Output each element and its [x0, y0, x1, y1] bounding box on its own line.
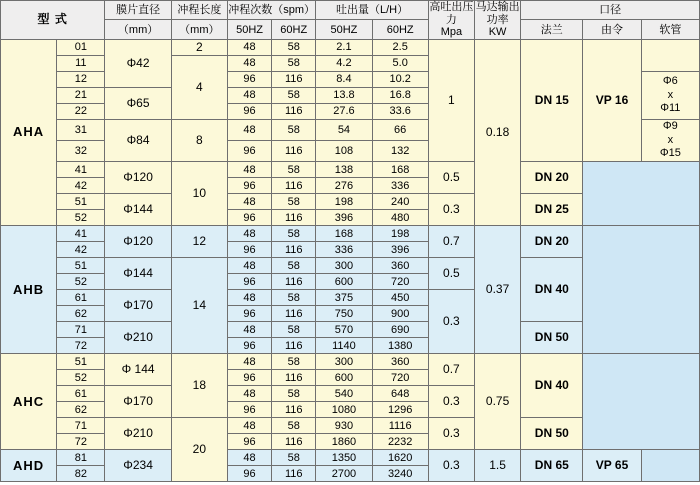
flange-cell: DN 40	[521, 354, 583, 418]
header-diaphragm-diameter: 膜片直径	[105, 1, 171, 20]
hose-cell: Φ9 x Φ15	[641, 119, 699, 161]
freq60-cell: 58	[272, 418, 316, 434]
code-cell: 12	[57, 71, 105, 87]
output60-cell: 1620	[372, 450, 428, 466]
code-cell: 81	[57, 450, 105, 466]
stroke-cell: 20	[171, 418, 227, 482]
output60-cell: 2.5	[372, 39, 428, 55]
output60-cell: 10.2	[372, 71, 428, 87]
stroke-cell: 12	[171, 226, 227, 258]
output60-cell: 396	[372, 242, 428, 258]
diaphragm-cell: Φ42	[105, 39, 171, 87]
pressure-cell: 0.3	[428, 290, 474, 354]
output60-cell: 3240	[372, 466, 428, 482]
freq60-cell: 58	[272, 87, 316, 103]
code-cell: 31	[57, 119, 105, 140]
model-ahc: AHC	[1, 354, 57, 450]
header-output: 吐出量（L/H）	[316, 1, 428, 20]
diaphragm-cell: Φ65	[105, 87, 171, 119]
output60-cell: 1116	[372, 418, 428, 434]
output50-cell: 300	[316, 258, 372, 274]
pressure-cell: 1	[428, 39, 474, 161]
flange-cell: DN 20	[521, 226, 583, 258]
hose-cell: Φ6 x Φ11	[641, 71, 699, 119]
freq50-cell: 48	[227, 290, 271, 306]
code-cell: 71	[57, 322, 105, 338]
freq50-cell: 96	[227, 210, 271, 226]
code-cell: 41	[57, 226, 105, 242]
freq60-cell: 116	[272, 466, 316, 482]
header-mpa-unit: Mpa	[440, 26, 463, 39]
header-stroke-unit: （mm）	[171, 20, 227, 39]
code-cell: 01	[57, 39, 105, 55]
table-row	[1, 162, 700, 178]
model-ahd: AHD	[1, 450, 57, 482]
table-row	[1, 39, 700, 55]
freq50-cell: 48	[227, 258, 271, 274]
freq50-cell: 48	[227, 119, 271, 140]
freq60-cell: 116	[272, 274, 316, 290]
code-cell: 22	[57, 103, 105, 119]
output50-cell: 336	[316, 242, 372, 258]
freq60-cell: 116	[272, 242, 316, 258]
output50-cell: 8.4	[316, 71, 372, 87]
pressure-cell: 0.3	[428, 418, 474, 450]
freq50-cell: 48	[227, 39, 271, 55]
empty-cell	[583, 162, 700, 226]
code-cell: 51	[57, 194, 105, 210]
freq60-cell: 58	[272, 162, 316, 178]
freq50-cell: 48	[227, 354, 271, 370]
output60-cell: 2232	[372, 434, 428, 450]
freq60-cell: 116	[272, 402, 316, 418]
freq50-cell: 96	[227, 103, 271, 119]
freq50-cell: 96	[227, 178, 271, 194]
diaphragm-cell: Φ170	[105, 386, 171, 418]
header-stroke-frequency: 冲程次数（spm）	[227, 1, 315, 20]
freq60-cell: 116	[272, 306, 316, 322]
motor-cell: 0.18	[474, 39, 520, 225]
output50-cell: 2.1	[316, 39, 372, 55]
output60-cell: 900	[372, 306, 428, 322]
output60-cell: 5.0	[372, 55, 428, 71]
freq50-cell: 96	[227, 242, 271, 258]
code-cell: 52	[57, 210, 105, 226]
freq50-cell: 48	[227, 87, 271, 103]
header-motor-power-label: 马达输出功率	[475, 1, 520, 26]
freq60-cell: 58	[272, 39, 316, 55]
output50-cell: 600	[316, 274, 372, 290]
empty-cell	[641, 450, 699, 482]
stroke-cell: 18	[171, 354, 227, 418]
header-output-50hz: 50HZ	[316, 20, 372, 39]
header-discharge-pressure	[428, 1, 474, 40]
code-cell: 51	[57, 354, 105, 370]
stroke-cell: 14	[171, 258, 227, 354]
freq60-cell: 58	[272, 354, 316, 370]
header-freq-60hz: 60HZ	[272, 20, 316, 39]
header-output-60hz: 60HZ	[372, 20, 428, 39]
output50-cell: 750	[316, 306, 372, 322]
pressure-cell: 0.3	[428, 450, 474, 482]
header-kw-unit: KW	[488, 26, 507, 39]
freq50-cell: 96	[227, 370, 271, 386]
motor-cell: 0.75	[474, 354, 520, 450]
freq60-cell: 58	[272, 290, 316, 306]
code-cell: 61	[57, 290, 105, 306]
output60-cell: 720	[372, 274, 428, 290]
output60-cell: 360	[372, 354, 428, 370]
output50-cell: 396	[316, 210, 372, 226]
freq50-cell: 96	[227, 402, 271, 418]
header-motor-power	[474, 1, 520, 40]
output60-cell: 480	[372, 210, 428, 226]
freq60-cell: 116	[272, 103, 316, 119]
output50-cell: 54	[316, 119, 372, 140]
table-header-row-1	[1, 1, 700, 20]
diaphragm-cell: Φ144	[105, 194, 171, 226]
freq50-cell: 96	[227, 71, 271, 87]
empty-cell	[583, 226, 700, 354]
code-cell: 71	[57, 418, 105, 434]
diaphragm-cell: Φ234	[105, 450, 171, 482]
freq50-cell: 48	[227, 194, 271, 210]
output50-cell: 2700	[316, 466, 372, 482]
stroke-cell: 2	[171, 39, 227, 55]
output50-cell: 168	[316, 226, 372, 242]
output50-cell: 108	[316, 141, 372, 162]
freq60-cell: 58	[272, 119, 316, 140]
model-aha: AHA	[1, 39, 57, 225]
header-diaphragm-unit: （mm）	[105, 20, 171, 39]
freq60-cell: 116	[272, 338, 316, 354]
flange-cell: DN 15	[521, 39, 583, 161]
freq60-cell: 58	[272, 226, 316, 242]
header-union: 由令	[583, 20, 641, 39]
code-cell: 51	[57, 258, 105, 274]
freq50-cell: 96	[227, 274, 271, 290]
output50-cell: 4.2	[316, 55, 372, 71]
freq50-cell: 48	[227, 162, 271, 178]
freq50-cell: 96	[227, 141, 271, 162]
diaphragm-cell: Φ144	[105, 258, 171, 290]
diaphragm-cell: Φ120	[105, 226, 171, 258]
output60-cell: 198	[372, 226, 428, 242]
code-cell: 11	[57, 55, 105, 71]
output50-cell: 27.6	[316, 103, 372, 119]
code-cell: 72	[57, 338, 105, 354]
flange-cell: DN 50	[521, 322, 583, 354]
output50-cell: 1080	[316, 402, 372, 418]
output60-cell: 336	[372, 178, 428, 194]
table-row	[1, 354, 700, 370]
freq60-cell: 58	[272, 258, 316, 274]
freq50-cell: 96	[227, 466, 271, 482]
output60-cell: 648	[372, 386, 428, 402]
output50-cell: 930	[316, 418, 372, 434]
freq50-cell: 96	[227, 338, 271, 354]
output50-cell: 600	[316, 370, 372, 386]
freq60-cell: 58	[272, 322, 316, 338]
header-flange: 法兰	[521, 20, 583, 39]
output60-cell: 16.8	[372, 87, 428, 103]
table-row	[1, 226, 700, 242]
hose-cell	[641, 39, 699, 71]
code-cell: 41	[57, 162, 105, 178]
motor-cell: 0.37	[474, 226, 520, 354]
diaphragm-cell: Φ120	[105, 162, 171, 194]
output60-cell: 168	[372, 162, 428, 178]
output60-cell: 360	[372, 258, 428, 274]
freq60-cell: 116	[272, 71, 316, 87]
diaphragm-cell: Φ170	[105, 290, 171, 322]
motor-cell: 1.5	[474, 450, 520, 482]
output50-cell: 13.8	[316, 87, 372, 103]
model-ahb: AHB	[1, 226, 57, 354]
output60-cell: 690	[372, 322, 428, 338]
header-discharge-pressure-label: 高吐出压力	[429, 1, 474, 26]
freq60-cell: 58	[272, 55, 316, 71]
output50-cell: 276	[316, 178, 372, 194]
freq50-cell: 48	[227, 450, 271, 466]
output60-cell: 720	[372, 370, 428, 386]
flange-cell: DN 20	[521, 162, 583, 194]
header-model: 型 式	[1, 1, 105, 40]
output50-cell: 570	[316, 322, 372, 338]
pressure-cell: 0.5	[428, 162, 474, 194]
code-cell: 42	[57, 242, 105, 258]
freq60-cell: 116	[272, 370, 316, 386]
output50-cell: 1860	[316, 434, 372, 450]
output60-cell: 1296	[372, 402, 428, 418]
union-cell: VP 16	[583, 39, 641, 161]
header-caliber: 口径	[521, 1, 700, 20]
pressure-cell: 0.7	[428, 226, 474, 258]
output50-cell: 1140	[316, 338, 372, 354]
pressure-cell: 0.3	[428, 386, 474, 418]
pressure-cell: 0.3	[428, 194, 474, 226]
freq50-cell: 96	[227, 434, 271, 450]
stroke-cell: 4	[171, 55, 227, 119]
output60-cell: 132	[372, 141, 428, 162]
output60-cell: 450	[372, 290, 428, 306]
code-cell: 82	[57, 466, 105, 482]
output50-cell: 375	[316, 290, 372, 306]
table-row	[1, 450, 700, 466]
stroke-cell: 10	[171, 162, 227, 226]
freq60-cell: 116	[272, 141, 316, 162]
table-header-row-2	[1, 20, 700, 39]
output50-cell: 138	[316, 162, 372, 178]
flange-cell: DN 40	[521, 258, 583, 322]
freq50-cell: 48	[227, 226, 271, 242]
freq60-cell: 58	[272, 386, 316, 402]
code-cell: 21	[57, 87, 105, 103]
empty-cell	[583, 354, 700, 450]
freq60-cell: 116	[272, 210, 316, 226]
code-cell: 52	[57, 274, 105, 290]
code-cell: 42	[57, 178, 105, 194]
output60-cell: 1380	[372, 338, 428, 354]
stroke-cell: 8	[171, 119, 227, 161]
pressure-cell: 0.5	[428, 258, 474, 290]
union-cell: VP 65	[583, 450, 641, 482]
flange-cell: DN 65	[521, 450, 583, 482]
code-cell: 32	[57, 141, 105, 162]
diaphragm-cell: Φ84	[105, 119, 171, 161]
header-freq-50hz: 50HZ	[227, 20, 271, 39]
freq50-cell: 48	[227, 418, 271, 434]
diaphragm-cell: Φ210	[105, 322, 171, 354]
header-stroke-length: 冲程长度	[171, 1, 227, 20]
header-hose: 软管	[641, 20, 699, 39]
freq50-cell: 48	[227, 322, 271, 338]
code-cell: 61	[57, 386, 105, 402]
output50-cell: 1350	[316, 450, 372, 466]
flange-cell: DN 50	[521, 418, 583, 450]
freq50-cell: 48	[227, 55, 271, 71]
output60-cell: 66	[372, 119, 428, 140]
freq50-cell: 96	[227, 306, 271, 322]
code-cell: 72	[57, 434, 105, 450]
output60-cell: 33.6	[372, 103, 428, 119]
code-cell: 62	[57, 402, 105, 418]
code-cell: 52	[57, 370, 105, 386]
diaphragm-cell: Φ210	[105, 418, 171, 450]
freq60-cell: 116	[272, 178, 316, 194]
freq60-cell: 58	[272, 450, 316, 466]
code-cell: 62	[57, 306, 105, 322]
output50-cell: 198	[316, 194, 372, 210]
diaphragm-cell: Φ 144	[105, 354, 171, 386]
freq60-cell: 58	[272, 194, 316, 210]
freq50-cell: 48	[227, 386, 271, 402]
output50-cell: 300	[316, 354, 372, 370]
freq60-cell: 116	[272, 434, 316, 450]
pressure-cell: 0.7	[428, 354, 474, 386]
output60-cell: 240	[372, 194, 428, 210]
flange-cell: DN 25	[521, 194, 583, 226]
output50-cell: 540	[316, 386, 372, 402]
